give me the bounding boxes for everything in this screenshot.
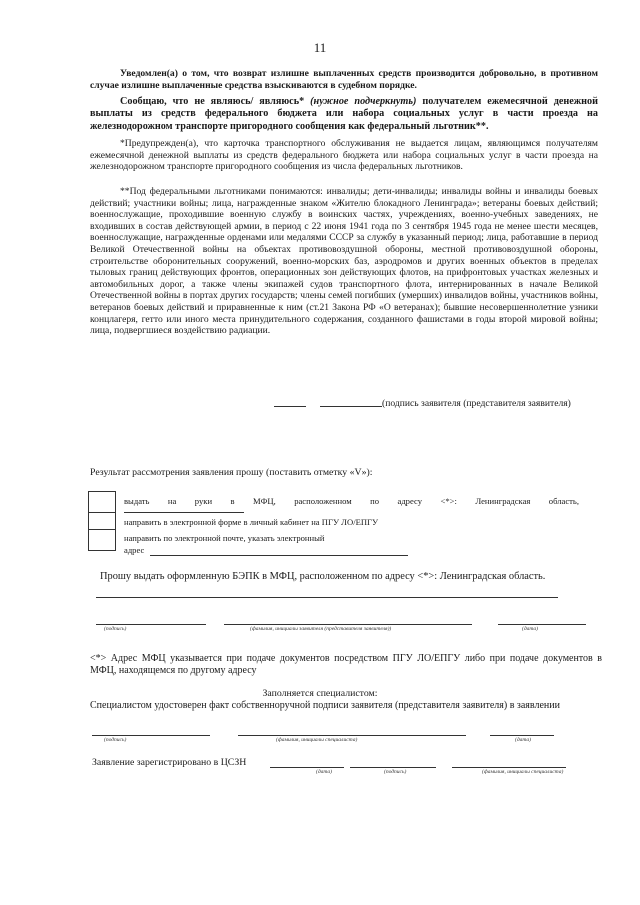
paragraph-benefit-status — [90, 96, 598, 133]
registration-date-line[interactable] — [270, 767, 344, 768]
request-issue-bepk: Прошу выдать оформленную БЭПК в МФЦ, расположенном по адресу <*>: Ленинградская область. — [100, 571, 546, 582]
paragraph-notice-refund: Уведомлен(а) о том, что возврат излишне выплаченных средств производится добровольно, в противном случае излишне выплаченные средства взыскиваются в судебном порядке. — [90, 68, 598, 91]
caption-fio-specialist: (фамилия, инициалы специалиста) — [276, 737, 358, 743]
applicant-sign-line[interactable] — [96, 624, 206, 625]
specialist-sign-line[interactable] — [92, 735, 210, 736]
signature-date-line — [274, 406, 306, 407]
benefit-status-rest: получателем ежемесячной денежной выплаты из средств федерального бюджета или набора социальных услуг в части проезда на железнодорожном транспорте пригородного сообщения как федеральный льготник**. — [90, 96, 598, 132]
underline-hint: (нужное подчеркнуть) — [310, 96, 417, 107]
email-address-line[interactable] — [150, 555, 408, 556]
benefit-status-text: Сообщаю, что не являюсь/ являюсь* — [120, 96, 311, 107]
paragraph-warning: *Предупрежден(а), что карточка транспортного обслуживания не выдается лицам, являющимся получателям ежемесячной денежной выплаты из средств федерального бюджета или набора социальных услуг в части проезда на железнодорожном транспорте пригородного сообщения из числа федеральных льготников. — [90, 138, 598, 173]
registered-text: Заявление зарегистрировано в ЦСЗН — [92, 757, 247, 768]
registration-sign-line[interactable] — [350, 767, 436, 768]
caption-registration-date: (дата) — [316, 769, 332, 775]
paragraph-federal-beneficiaries: **Под федеральными льготниками понимаются: инвалиды; дети-инвалиды; инвалиды войны и инвалиды боевых действий; участники войны; лица, награжденные знаком «Жителю блокадного Ленинграда»; ветераны боевых действий; военнослужащие, проходившие военную службу в воинских частях, учреждениях, военно-учебных заведениях, не входивших в состав действующей армии, в период с 22 июня 1941 года по 3 сентября 1945 года не менее шести месяцев, военнослужащие, награжденные орденами или медалями СССР за службу в указанный период; лица, работавшие в период Великой Отечественной войны на объектах противовоздушной обороны, местной противовоздушной обороны, строительстве оборонительных сооружений, военно-морских баз, аэродромов и других военных объектов в пределах тыловых границ действующих фронтов, операционных зон действующих флотов, на прифронтовых участках железных и автомобильных дорог, а также члены экипажей судов транспортного флота, интернированных в начале Великой Отечественной войны в портах других государств; члены семей погибших (умерших) инвалидов войны, участников войны, ветеранов боевых действий и приравненные к ним (ст.21 Закона РФ «О ветеранах); бывшие несовершеннолетние узники концлагеря, гетто или иного места принудительного содержания, созданного фашистами в годы второй мировой войны; лица, подвергшиеся воздействию радиации. — [90, 186, 598, 337]
checkbox-issue-mfc[interactable] — [88, 491, 116, 513]
applicant-fio-line[interactable] — [224, 624, 472, 625]
applicant-signature-label: (подпись заявителя (представителя заявителя) — [382, 398, 571, 409]
checkbox-email[interactable] — [88, 529, 116, 551]
caption-sign: (подпись) — [104, 626, 127, 632]
option-electronic-cabinet: направить в электронной форме в личный кабинет на ПГУ ЛО/ЕПГУ — [124, 517, 379, 527]
page-number: 11 — [313, 40, 327, 55]
result-title: Результат рассмотрения заявления прошу (поставить отметку «V»): — [90, 467, 373, 478]
address-line[interactable] — [96, 597, 558, 598]
specialist-date-line[interactable] — [490, 735, 554, 736]
caption-specialist-sign: (подпись) — [104, 737, 127, 743]
applicant-date-line[interactable] — [498, 624, 586, 625]
option-issue-mfc: выдать на руки в МФЦ, расположенном по адресу <*>: Ленинградская область, — [124, 496, 579, 506]
caption-registration-sign: (подпись) — [384, 769, 407, 775]
checkbox-electronic-cabinet[interactable] — [88, 512, 116, 530]
option-issue-mfc-line — [124, 512, 244, 513]
caption-specialist-date: (дата) — [515, 737, 531, 743]
caption-fio-applicant: (фамилия, инициалы заявителя (представителя заявителя)) — [250, 626, 392, 632]
caption-date: (дата) — [522, 626, 538, 632]
specialist-heading: Заполняется специалистом: — [262, 688, 378, 699]
footnote-mfc-address: <*> Адрес МФЦ указывается при подаче документов посредством ПГУ ЛО/ЕПГУ либо при подаче документов в МФЦ, находящемся по другому адресу — [90, 653, 602, 676]
specialist-certification: Специалистом удостоверен факт собственноручной подписи заявителя (представителя заявителя) в заявлении — [90, 700, 560, 711]
caption-registration-fio: (фамилия, инициалы специалиста) — [482, 769, 564, 775]
option-email-address-label: адрес — [124, 545, 145, 555]
signature-line — [320, 406, 382, 407]
option-email: направить по электронной почте, указать электронный — [124, 533, 325, 543]
specialist-fio-line[interactable] — [238, 735, 466, 736]
registration-fio-line[interactable] — [452, 767, 566, 768]
